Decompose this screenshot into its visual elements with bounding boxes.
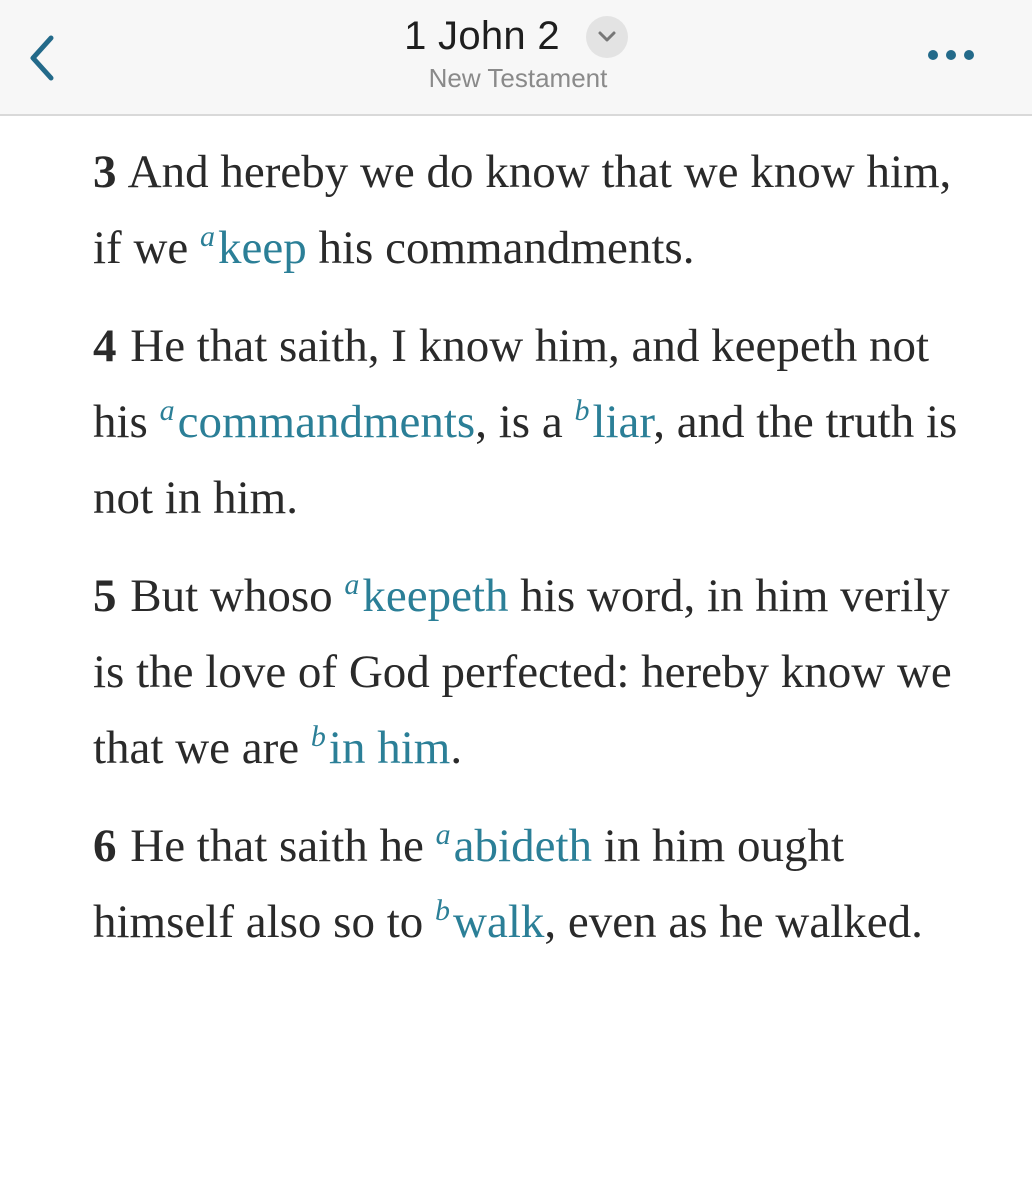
verse-text: And hereby we do know that we know him, if we bbox=[93, 146, 952, 274]
verse-text: , is a bbox=[475, 396, 575, 448]
verse-text: , even as he walked. bbox=[544, 896, 923, 948]
chevron-down-icon bbox=[597, 30, 617, 44]
footnote-marker[interactable]: b bbox=[310, 720, 326, 753]
verse-number[interactable]: 5 bbox=[93, 570, 117, 622]
footnote-link[interactable]: commandments bbox=[177, 396, 476, 448]
verse-text: But whoso bbox=[118, 570, 345, 622]
verse-text: his word, in him verily is the love of God perfected: hereby know we that we are bbox=[93, 570, 952, 774]
verse-text: his commandments. bbox=[306, 222, 695, 274]
footnote-link[interactable]: keep bbox=[218, 222, 307, 274]
more-horizontal-icon bbox=[946, 50, 956, 60]
verse-number[interactable]: 6 bbox=[93, 820, 117, 872]
verse-text: in him ought himself also so to bbox=[93, 820, 844, 948]
footnote-marker[interactable]: b bbox=[435, 894, 451, 927]
verse-text: , and the truth is not in him. bbox=[93, 396, 958, 524]
footnote-marker[interactable]: a bbox=[435, 818, 451, 851]
footnote-link[interactable]: in him bbox=[328, 722, 451, 774]
chapter-dropdown-button[interactable] bbox=[586, 16, 628, 58]
footnote-link[interactable]: walk bbox=[453, 896, 545, 948]
chapter-content bbox=[0, 116, 1032, 960]
verse-text: He that saith he bbox=[118, 820, 436, 872]
footnote-marker[interactable]: b bbox=[574, 394, 590, 427]
page-subtitle: New Testament bbox=[428, 63, 608, 93]
verse-text: . bbox=[450, 722, 463, 774]
more-options-button[interactable] bbox=[928, 50, 974, 60]
footnote-marker[interactable]: a bbox=[344, 568, 360, 601]
more-horizontal-icon bbox=[964, 50, 974, 60]
verse-6 bbox=[93, 808, 972, 960]
more-horizontal-icon bbox=[928, 50, 938, 60]
title-block bbox=[0, 14, 1032, 94]
footnote-marker[interactable]: a bbox=[159, 394, 175, 427]
verse-number[interactable]: 3 bbox=[93, 146, 117, 198]
verse-text: He that saith, I know him, and keepeth not his bbox=[93, 320, 930, 448]
page-title[interactable]: 1 John 2 bbox=[404, 14, 560, 58]
verse-4 bbox=[93, 308, 972, 536]
verse-5 bbox=[93, 558, 972, 786]
footnote-link[interactable]: liar bbox=[592, 396, 654, 448]
verse-3 bbox=[93, 134, 972, 286]
verse-number[interactable]: 4 bbox=[93, 320, 117, 372]
top-nav-bar bbox=[0, 0, 1032, 116]
footnote-link[interactable]: abideth bbox=[453, 820, 593, 872]
footnote-link[interactable]: keepeth bbox=[362, 570, 509, 622]
footnote-marker[interactable]: a bbox=[200, 220, 216, 253]
